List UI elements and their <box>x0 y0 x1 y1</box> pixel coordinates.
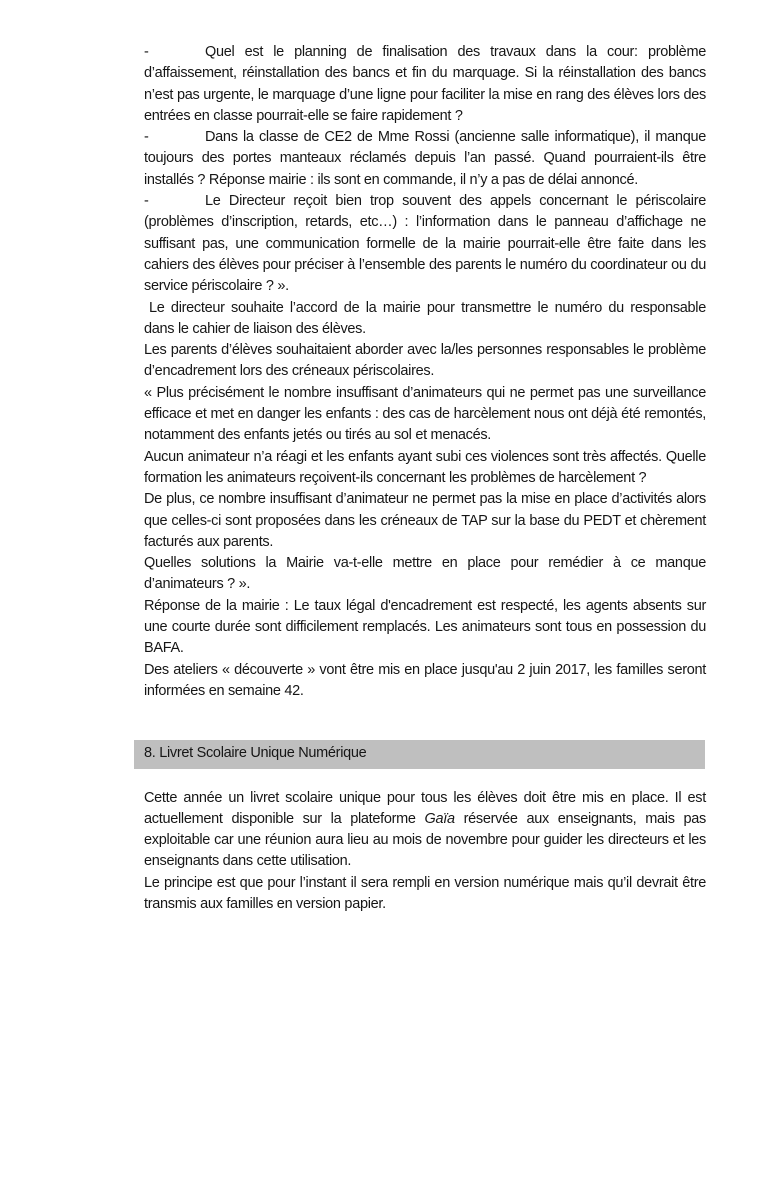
paragraph: Réponse de la mairie : Le taux légal d'encadrement est respecté, les agents absents sur une courte durée sont difficilement remplacés. Les animateurs sont tous en possession du BAFA. <box>144 597 706 657</box>
platform-name-italic: Gaïa <box>424 810 455 827</box>
paragraph: De plus, ce nombre insuffisant d’animateur ne permet pas la mise en place d’activités alors que celles-ci sont proposées dans les créneaux de TAP sur la base du PEDT et chèrement facturés aux parents. <box>144 491 706 550</box>
paragraph: Le directeur souhaite l’accord de la mairie pour transmettre le numéro du responsable dans le cahier de liaison des élèves. <box>144 299 706 337</box>
paragraph: « Plus précisément le nombre insuffisant d’animateurs qui ne permet pas une surveillance efficace et met en danger les enfants : des cas de harcèlement nous ont déjà été remontés, notamment des enfants jetés ou tirés au sol et menacés. <box>144 384 706 444</box>
bullet-dash-marker: - <box>144 193 149 210</box>
bullet-item <box>144 127 706 191</box>
paragraph: Des ateliers « découverte » vont être mis en place jusqu'au 2 juin 2017, les familles seront informées en semaine 42. <box>144 661 706 699</box>
paragraph-text: Cette année un livret scolaire unique pour tous les élèves doit être mis en place. Il est actuellement disponible sur la plateforme <box>144 789 706 827</box>
bullet-text: Quel est le planning de finalisation des travaux dans la cour: problème d’affaissement, réinstallation des bancs et fin du marquage. Si la réinstallation des bancs n’est pas urgente, le marquage d’une ligne pour faciliter la mise en rang des élèves lors des entrées en classe pourrait-elle se faire rapidement ? <box>144 44 706 124</box>
paragraph <box>144 788 706 873</box>
bullet-item <box>144 42 706 127</box>
paragraph: Les parents d’élèves souhaitaient aborder avec la/les personnes responsables le problème d’encadrement lors des créneaux périscolaires. <box>144 342 706 380</box>
paragraph: Quelles solutions la Mairie va-t-elle mettre en place pour remédier à ce manque d’animateurs ? ». <box>144 555 706 593</box>
document-body <box>144 42 706 915</box>
bullet-dash-marker: - <box>144 44 149 60</box>
bullet-text: Dans la classe de CE2 de Mme Rossi (ancienne salle informatique), il manque toujours des portes manteaux réclamés depuis l’an passé. Quand pourraient-ils être installés ? Réponse mairie : ils sont en commande, il n’y a pas de délai annoncé. <box>144 129 706 188</box>
paragraph: Le principe est que pour l’instant il sera rempli en version numérique mais qu’il devrait être transmis aux familles en version papier. <box>144 874 706 912</box>
bullet-item <box>144 191 706 297</box>
paragraph-text: réservée aux enseignants, mais pas exploitable car une réunion aura lieu au mois de novembre pour guider les directeurs et les enseignants dans cette utilisation. <box>144 810 706 870</box>
bullet-dash-marker: - <box>144 129 149 146</box>
bullet-text: Le Directeur reçoit bien trop souvent des appels concernant le périscolaire (problèmes d’inscription, retards, etc…) : l’information dans le panneau d’affichage ne suffisant pas, une communication formelle de la mairie pourrait-elle être faite dans les cahiers des élèves pour préciser à l’ensemble des parents le numéro du coordinateur ou du service périscolaire ? ». <box>144 193 706 295</box>
section-heading: 8. Livret Scolaire Unique Numérique <box>134 740 705 768</box>
paragraph: Aucun animateur n’a réagi et les enfants ayant subi ces violences sont très affectés. Quelle formation les animateurs reçoivent-ils concernant les problèmes de harcèlement ? <box>144 448 706 486</box>
